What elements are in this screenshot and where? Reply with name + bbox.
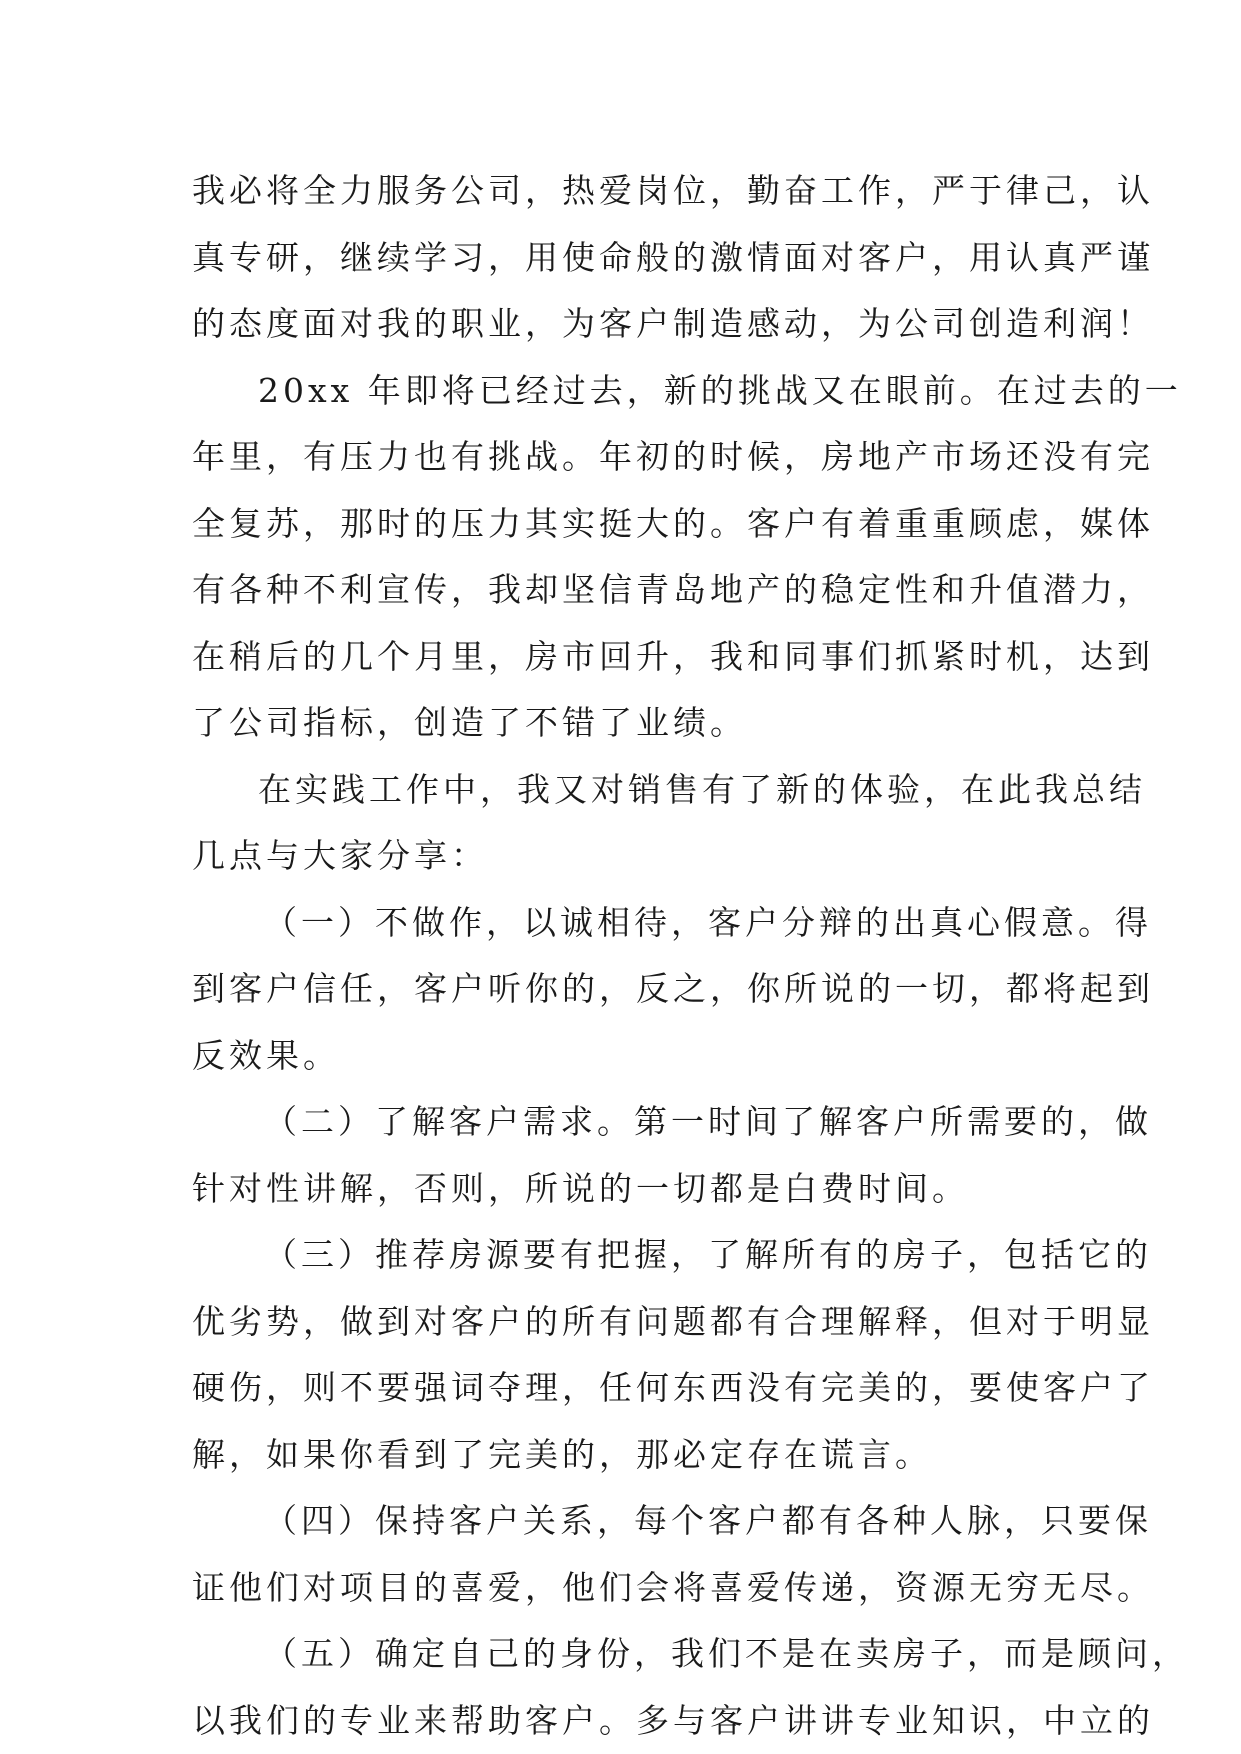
text-line: （四）保持客户关系，每个客户都有各种人脉，只要保 xyxy=(264,1501,1152,1540)
text-line: 全复苏，那时的压力其实挺大的。客户有着重重顾虑，媒体 xyxy=(192,503,1154,543)
text-line: 有各种不利宣传，我却坚信青岛地产的稳定性和升值潜力， xyxy=(192,570,1154,609)
text-line: 反效果。 xyxy=(192,1035,340,1075)
text-line: 到客户信任，客户听你的，反之，你所说的一切，都将起到 xyxy=(192,969,1154,1008)
text-line: 几点与大家分享： xyxy=(192,836,488,875)
text-line: 我必将全力服务公司，热爱岗位，勤奋工作，严于律己，认 xyxy=(192,171,1154,210)
text-line: （二）了解客户需求。第一时间了解客户所需要的，做 xyxy=(264,1102,1152,1141)
text-line: 在稍后的几个月里，房市回升，我和同事们抓紧时机，达到 xyxy=(192,636,1154,676)
document-body xyxy=(192,158,1189,1754)
text-line: 20xx 年即将已经过去，新的挑战又在眼前。在过去的一 xyxy=(258,370,1182,410)
text-line: 优劣势，做到对客户的所有问题都有合理解释，但对于明显 xyxy=(192,1301,1154,1341)
text-line: 硬伤，则不要强词夺理，任何东西没有完美的，要使客户了 xyxy=(192,1368,1154,1407)
text-line: 解，如果你看到了完美的，那必定存在谎言。 xyxy=(192,1434,932,1474)
text-line: （一）不做作，以诚相待，客户分辩的出真心假意。得 xyxy=(264,902,1152,942)
text-line: 真专研，继续学习，用使命般的激情面对客户，用认真严谨 xyxy=(192,237,1154,277)
text-line: 针对性讲解，否则，所说的一切都是白费时间。 xyxy=(192,1168,969,1208)
text-line: 的态度面对我的职业，为客户制造感动，为公司创造利润！ xyxy=(192,304,1154,343)
text-line: 以我们的专业来帮助客户。多与客户讲讲专业知识，中立的 xyxy=(192,1700,1154,1740)
text-line: 在实践工作中，我又对销售有了新的体验，在此我总结 xyxy=(258,769,1146,809)
text-line: 了公司指标，创造了不错了业绩。 xyxy=(192,703,747,742)
text-line: 证他们对项目的喜爱，他们会将喜爱传递，资源无穷无尽。 xyxy=(192,1567,1154,1607)
text-line: 年里，有压力也有挑战。年初的时候，房地产市场还没有完 xyxy=(192,437,1154,476)
text-line: （五）确定自己的身份，我们不是在卖房子，而是顾问， xyxy=(264,1634,1189,1673)
text-line: （三）推荐房源要有把握，了解所有的房子，包括它的 xyxy=(264,1235,1152,1274)
